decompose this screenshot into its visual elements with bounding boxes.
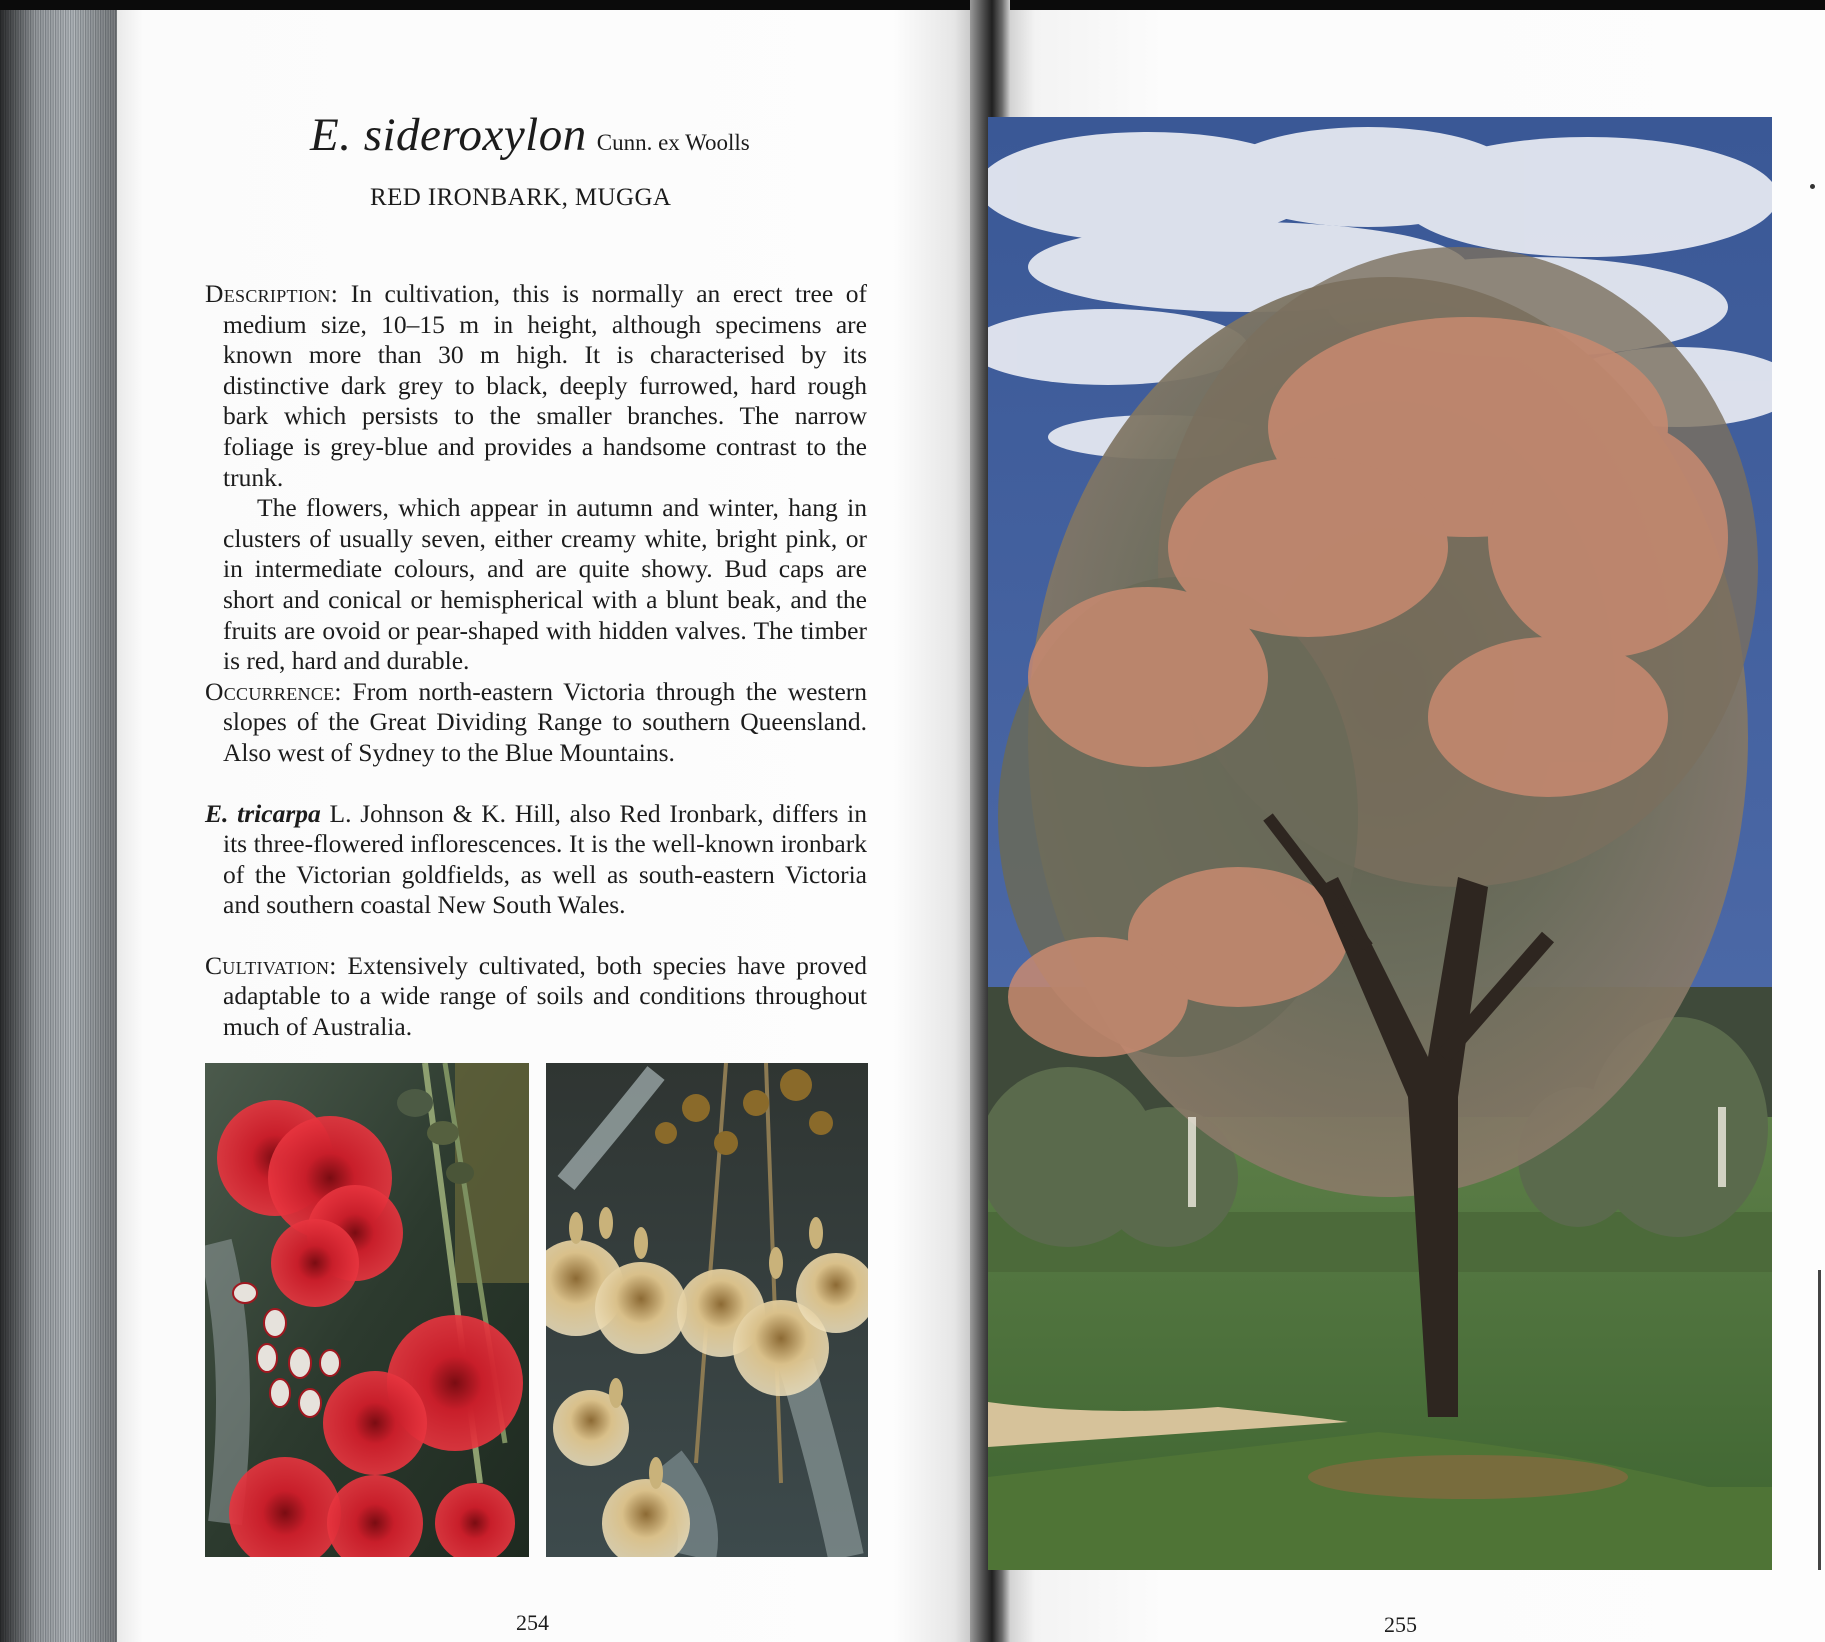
species-name: E. sideroxylon: [310, 109, 587, 161]
occurrence-paragraph: [205, 677, 867, 769]
occurrence-text: From north-eastern Victoria through the western slopes of the Great Dividing Range to southern Queensland. Also west of Sydney to the Blue Mountains.: [223, 676, 868, 767]
cream-flowers-photo: [546, 1063, 868, 1557]
related-species-name: E. tricarpa: [205, 798, 321, 828]
common-name: RED IRONBARK, MUGGA: [370, 184, 672, 211]
related-species-paragraph: [205, 799, 867, 921]
description-paragraph-2: [205, 493, 867, 677]
cultivation-paragraph: [205, 951, 867, 1043]
cultivation-text: Extensively cultivated, both species have proved adaptable to a wide range of soils and conditions throughout much of Australia.: [223, 950, 867, 1042]
description-label: Description:: [205, 279, 339, 308]
ironbark-tree-photo: [988, 117, 1772, 1570]
cultivation-label: Cultivation:: [205, 950, 337, 980]
page-number-right: 255: [1384, 1612, 1417, 1637]
related-species-text: L. Johnson & K. Hill, also Red Ironbark, differs in its three-flowered inflorescences. It is the well-known ironbark of the Victorian goldfields, as well as south-eastern Victoria and southern coastal New South Wales.: [223, 798, 868, 920]
description-text-2: The flowers, which appear in autumn and winter, hang in clusters of usually seven, either creamy white, bright pink, or in intermediate colours, and are quite showy. Bud caps are short and conical or hemispherical with a blunt beak, and the fruits are ovoid or pear-shaped with hidden valves. The timber is red, hard and durable.: [223, 493, 867, 676]
species-authority: Cunn. ex Woolls: [596, 130, 750, 155]
page-speck: [1810, 184, 1815, 189]
red-flowers-photo: [205, 1063, 529, 1557]
occurrence-label: Occurrence:: [205, 676, 342, 706]
description-body: [205, 279, 867, 1043]
species-heading: [310, 108, 830, 162]
description-text-1: In cultivation, this is normally an erect tree of medium size, 10–15 m in height, although specimens are known more than 30 m high. It is characterised by its distinctive dark grey to black, deeply furrowed, hard rough bark which persists to the smaller branches. The narrow foliage is grey-blue and provides a handsome contrast to the trunk.: [223, 279, 868, 492]
page-edge-strip: [1818, 1270, 1821, 1570]
page-number-left: 254: [516, 1610, 549, 1635]
page-edges-shadow: [0, 10, 120, 1642]
description-paragraph: [205, 279, 867, 493]
